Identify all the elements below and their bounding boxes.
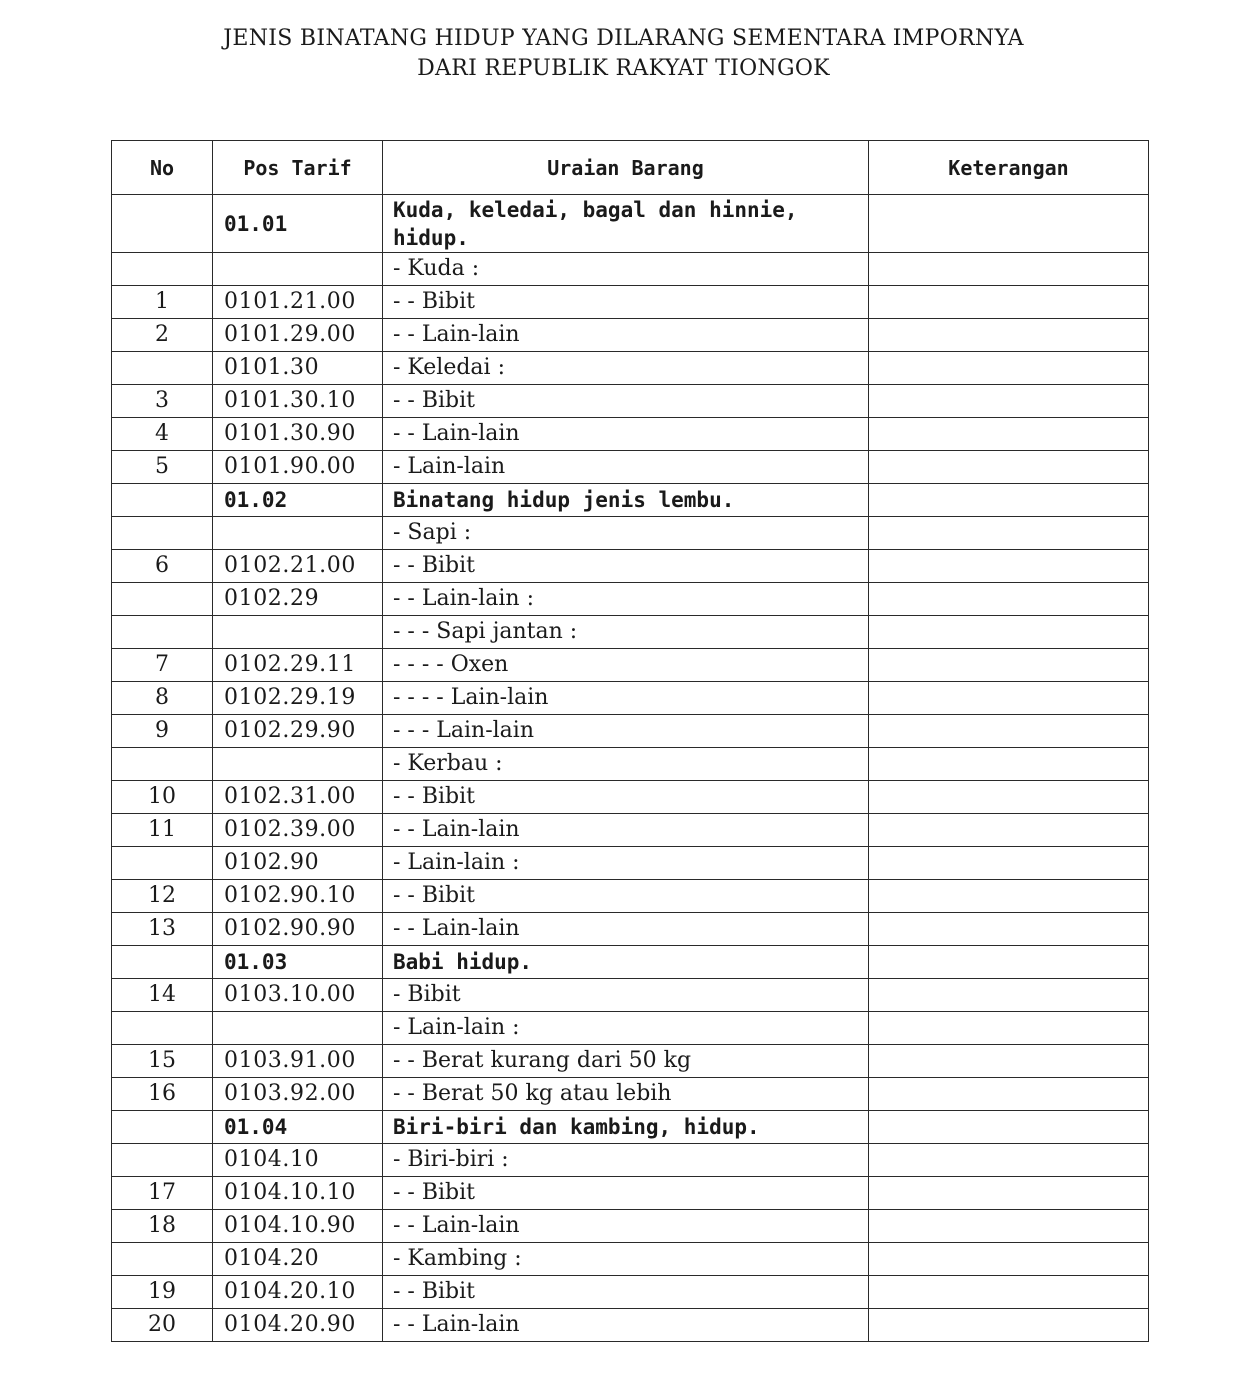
cell-no: 15 <box>112 1045 213 1078</box>
cell-no: 1 <box>112 286 213 319</box>
table-row <box>112 253 1149 286</box>
cell-pos-tarif: 0102.29.19 <box>213 682 383 715</box>
cell-uraian-barang: - - Berat kurang dari 50 kg <box>383 1045 869 1078</box>
cell-uraian-barang: - Kuda : <box>383 253 869 286</box>
cell-pos-tarif: 0104.20.90 <box>213 1309 383 1342</box>
cell-keterangan <box>869 319 1149 352</box>
cell-keterangan <box>869 1111 1149 1144</box>
cell-no <box>112 352 213 385</box>
cell-uraian-barang: - - - Lain-lain <box>383 715 869 748</box>
table-row <box>112 1177 1149 1210</box>
cell-pos-tarif: 0102.90.90 <box>213 913 383 946</box>
cell-no: 5 <box>112 451 213 484</box>
cell-uraian-barang: - Kambing : <box>383 1243 869 1276</box>
cell-pos-tarif: 0104.10.10 <box>213 1177 383 1210</box>
cell-uraian-barang: Babi hidup. <box>383 946 869 979</box>
cell-keterangan <box>869 880 1149 913</box>
cell-uraian-barang: - Lain-lain : <box>383 1012 869 1045</box>
cell-pos-tarif: 0102.90.10 <box>213 880 383 913</box>
cell-keterangan <box>869 616 1149 649</box>
table-row <box>112 913 1149 946</box>
header-pos-tarif: Pos Tarif <box>213 141 383 195</box>
cell-keterangan <box>869 517 1149 550</box>
cell-uraian-barang: - - Bibit <box>383 1276 869 1309</box>
table-row <box>112 385 1149 418</box>
cell-keterangan <box>869 583 1149 616</box>
cell-uraian-barang: - - Bibit <box>383 286 869 319</box>
cell-pos-tarif: 0101.30 <box>213 352 383 385</box>
cell-uraian-barang: - Sapi : <box>383 517 869 550</box>
cell-keterangan <box>869 484 1149 517</box>
cell-no <box>112 195 213 253</box>
cell-pos-tarif: 0104.10.90 <box>213 1210 383 1243</box>
cell-keterangan <box>869 1210 1149 1243</box>
cell-pos-tarif: 01.04 <box>213 1111 383 1144</box>
cell-pos-tarif: 01.02 <box>213 484 383 517</box>
table-row <box>112 583 1149 616</box>
cell-no: 17 <box>112 1177 213 1210</box>
cell-pos-tarif: 0101.21.00 <box>213 286 383 319</box>
cell-keterangan <box>869 781 1149 814</box>
table-row <box>112 1045 1149 1078</box>
cell-pos-tarif: 0102.39.00 <box>213 814 383 847</box>
table-row <box>112 748 1149 781</box>
table-row <box>112 1210 1149 1243</box>
cell-no: 11 <box>112 814 213 847</box>
title-line-1: JENIS BINATANG HIDUP YANG DILARANG SEMENTARA IMPORNYA <box>223 26 1024 51</box>
cell-pos-tarif: 0101.90.00 <box>213 451 383 484</box>
cell-uraian-barang: - - Lain-lain : <box>383 583 869 616</box>
cell-keterangan <box>869 748 1149 781</box>
cell-uraian-barang: - - Lain-lain <box>383 1210 869 1243</box>
cell-pos-tarif: 0102.29.90 <box>213 715 383 748</box>
cell-no: 2 <box>112 319 213 352</box>
cell-pos-tarif: 0102.31.00 <box>213 781 383 814</box>
cell-pos-tarif: 0102.29 <box>213 583 383 616</box>
cell-uraian-barang: Kuda, keledai, bagal dan hinnie, hidup. <box>383 195 869 253</box>
table-row <box>112 352 1149 385</box>
cell-no <box>112 583 213 616</box>
cell-uraian-barang: - - Bibit <box>383 880 869 913</box>
cell-keterangan <box>869 814 1149 847</box>
cell-no <box>112 517 213 550</box>
cell-keterangan <box>869 1243 1149 1276</box>
cell-pos-tarif: 0103.10.00 <box>213 979 383 1012</box>
cell-keterangan <box>869 946 1149 979</box>
cell-no: 13 <box>112 913 213 946</box>
cell-pos-tarif: 0101.30.10 <box>213 385 383 418</box>
tariff-table <box>111 140 1149 1342</box>
cell-keterangan <box>869 253 1149 286</box>
cell-no <box>112 1012 213 1045</box>
table-row <box>112 814 1149 847</box>
header-uraian-barang: Uraian Barang <box>383 141 869 195</box>
cell-keterangan <box>869 418 1149 451</box>
cell-uraian-barang: - - Bibit <box>383 550 869 583</box>
cell-keterangan <box>869 352 1149 385</box>
cell-pos-tarif: 0104.10 <box>213 1144 383 1177</box>
cell-no: 3 <box>112 385 213 418</box>
cell-no <box>112 946 213 979</box>
cell-no <box>112 616 213 649</box>
table-row <box>112 682 1149 715</box>
header-keterangan: Keterangan <box>869 141 1149 195</box>
cell-no: 20 <box>112 1309 213 1342</box>
table-row <box>112 847 1149 880</box>
cell-uraian-barang: - - Bibit <box>383 385 869 418</box>
cell-keterangan <box>869 1276 1149 1309</box>
cell-keterangan <box>869 1012 1149 1045</box>
cell-pos-tarif: 01.03 <box>213 946 383 979</box>
cell-uraian-barang: - - - - Lain-lain <box>383 682 869 715</box>
cell-no <box>112 1243 213 1276</box>
table-row <box>112 451 1149 484</box>
table-row <box>112 979 1149 1012</box>
cell-no: 10 <box>112 781 213 814</box>
table-row <box>112 946 1149 979</box>
cell-keterangan <box>869 1078 1149 1111</box>
table-row <box>112 484 1149 517</box>
cell-uraian-barang: Binatang hidup jenis lembu. <box>383 484 869 517</box>
cell-keterangan <box>869 682 1149 715</box>
cell-uraian-barang: - - Lain-lain <box>383 1309 869 1342</box>
cell-keterangan <box>869 195 1149 253</box>
table-row <box>112 781 1149 814</box>
cell-pos-tarif: 0101.29.00 <box>213 319 383 352</box>
cell-keterangan <box>869 550 1149 583</box>
table-row <box>112 1012 1149 1045</box>
cell-keterangan <box>869 385 1149 418</box>
table-row <box>112 715 1149 748</box>
cell-keterangan <box>869 715 1149 748</box>
cell-pos-tarif: 0102.29.11 <box>213 649 383 682</box>
cell-no <box>112 1111 213 1144</box>
cell-uraian-barang: - - Berat 50 kg atau lebih <box>383 1078 869 1111</box>
cell-uraian-barang: - Bibit <box>383 979 869 1012</box>
cell-no: 6 <box>112 550 213 583</box>
table-row <box>112 616 1149 649</box>
table-row <box>112 1243 1149 1276</box>
cell-pos-tarif: 0102.21.00 <box>213 550 383 583</box>
table-row <box>112 1309 1149 1342</box>
cell-pos-tarif <box>213 616 383 649</box>
cell-no <box>112 484 213 517</box>
table-body <box>112 195 1149 1342</box>
table-row <box>112 1111 1149 1144</box>
cell-keterangan <box>869 1144 1149 1177</box>
table-row <box>112 1144 1149 1177</box>
cell-no <box>112 1144 213 1177</box>
cell-keterangan <box>869 649 1149 682</box>
table-row <box>112 550 1149 583</box>
cell-uraian-barang: - - Lain-lain <box>383 913 869 946</box>
cell-no: 14 <box>112 979 213 1012</box>
cell-uraian-barang: - - Bibit <box>383 1177 869 1210</box>
cell-uraian-barang: - - Lain-lain <box>383 418 869 451</box>
cell-keterangan <box>869 979 1149 1012</box>
cell-uraian-barang: - - Lain-lain <box>383 814 869 847</box>
cell-pos-tarif: 0103.92.00 <box>213 1078 383 1111</box>
title-line-2: DARI REPUBLIK RAKYAT TIONGOK <box>417 56 830 81</box>
table-row <box>112 319 1149 352</box>
cell-pos-tarif <box>213 748 383 781</box>
cell-keterangan <box>869 286 1149 319</box>
cell-no: 16 <box>112 1078 213 1111</box>
cell-pos-tarif: 01.01 <box>213 195 383 253</box>
cell-no: 12 <box>112 880 213 913</box>
cell-uraian-barang: - - Lain-lain <box>383 319 869 352</box>
cell-uraian-barang: - Lain-lain <box>383 451 869 484</box>
cell-uraian-barang: - Kerbau : <box>383 748 869 781</box>
cell-keterangan <box>869 1045 1149 1078</box>
cell-uraian-barang: - - Bibit <box>383 781 869 814</box>
cell-no: 4 <box>112 418 213 451</box>
cell-uraian-barang: Biri-biri dan kambing, hidup. <box>383 1111 869 1144</box>
cell-keterangan <box>869 847 1149 880</box>
cell-no <box>112 748 213 781</box>
table-header-row <box>112 141 1149 195</box>
cell-no <box>112 847 213 880</box>
cell-pos-tarif: 0102.90 <box>213 847 383 880</box>
cell-keterangan <box>869 1177 1149 1210</box>
table-row <box>112 649 1149 682</box>
cell-uraian-barang: - Keledai : <box>383 352 869 385</box>
cell-no <box>112 253 213 286</box>
cell-no: 9 <box>112 715 213 748</box>
cell-pos-tarif: 0101.30.90 <box>213 418 383 451</box>
cell-no: 18 <box>112 1210 213 1243</box>
table-row <box>112 195 1149 253</box>
cell-no: 8 <box>112 682 213 715</box>
header-no: No <box>112 141 213 195</box>
table-row <box>112 517 1149 550</box>
cell-keterangan <box>869 913 1149 946</box>
table-row <box>112 880 1149 913</box>
cell-uraian-barang: - - - Sapi jantan : <box>383 616 869 649</box>
cell-uraian-barang: - Biri-biri : <box>383 1144 869 1177</box>
cell-pos-tarif <box>213 1012 383 1045</box>
document-title <box>0 24 1247 84</box>
table-row <box>112 1276 1149 1309</box>
cell-uraian-barang: - - - - Oxen <box>383 649 869 682</box>
cell-pos-tarif: 0104.20.10 <box>213 1276 383 1309</box>
cell-pos-tarif <box>213 517 383 550</box>
table-row <box>112 286 1149 319</box>
cell-keterangan <box>869 451 1149 484</box>
cell-pos-tarif: 0103.91.00 <box>213 1045 383 1078</box>
cell-no: 19 <box>112 1276 213 1309</box>
cell-pos-tarif: 0104.20 <box>213 1243 383 1276</box>
table-row <box>112 418 1149 451</box>
cell-no: 7 <box>112 649 213 682</box>
cell-keterangan <box>869 1309 1149 1342</box>
table-row <box>112 1078 1149 1111</box>
cell-uraian-barang: - Lain-lain : <box>383 847 869 880</box>
cell-pos-tarif <box>213 253 383 286</box>
